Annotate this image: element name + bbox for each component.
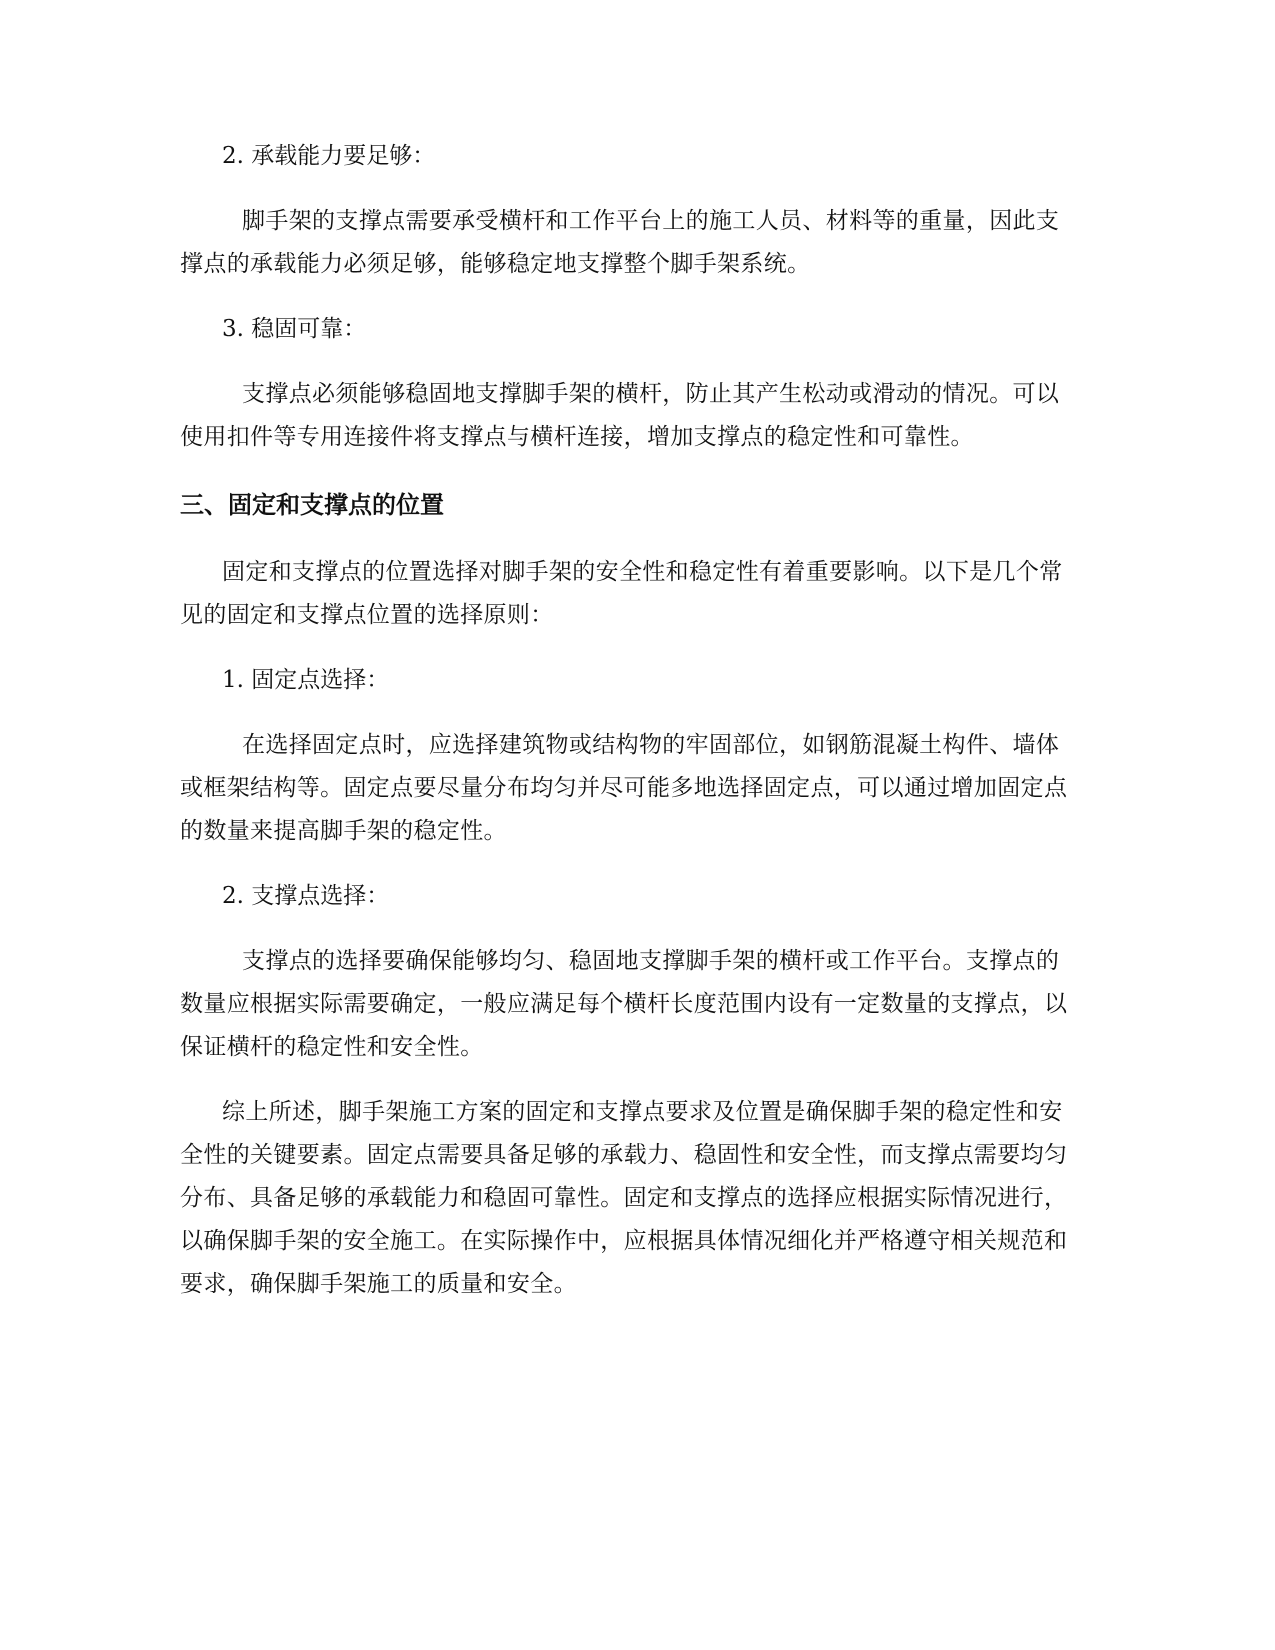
paragraph-stable: 支撑点必须能够稳固地支撑脚手架的横杆，防止其产生松动或滑动的情况。可以使用扣件等专用连接件将支撑点与横杆连接，增加支撑点的稳定性和可靠性。 xyxy=(180,381,1060,450)
list-item-stable: 3. 稳固可靠： xyxy=(222,316,367,342)
list-item-support: 2. 支撑点选择： xyxy=(222,883,390,909)
section-heading: 三、固定和支撑点的位置 xyxy=(180,491,444,519)
list-item-capacity: 2. 承载能力要足够： xyxy=(222,143,436,169)
paragraph-fixed: 在选择固定点时，应选择建筑物或结构物的牢固部位，如钢筋混凝土构件、墙体或框架结构等。固定点要尽量分布均匀并尽可能多地选择固定点，可以通过增加固定点的数量来提高脚手架的稳定性。 xyxy=(180,732,1068,844)
paragraph-intro: 固定和支撑点的位置选择对脚手架的安全性和稳定性有着重要影响。以下是几个常见的固定和支撑点位置的选择原则： xyxy=(180,559,1063,628)
paragraph-capacity: 脚手架的支撑点需要承受横杆和工作平台上的施工人员、材料等的重量，因此支撑点的承载能力必须足够，能够稳定地支撑整个脚手架系统。 xyxy=(180,208,1060,277)
paragraph-summary: 综上所述，脚手架施工方案的固定和支撑点要求及位置是确保脚手架的稳定性和安全性的关键要素。固定点需要具备足够的承载力、稳固性和安全性，而支撑点需要均匀分布、具备足够的承载能力和稳固可靠性。固定和支撑点的选择应根据实际情况进行，以确保脚手架的安全施工。在实际操作中，应根据具体情况细化并严格遵守相关规范和要求，确保脚手架施工的质量和安全。 xyxy=(180,1099,1068,1297)
document-page xyxy=(180,135,1080,1306)
list-item-fixed: 1. 固定点选择： xyxy=(222,667,390,693)
paragraph-support: 支撑点的选择要确保能够均匀、稳固地支撑脚手架的横杆或工作平台。支撑点的数量应根据实际需要确定，一般应满足每个横杆长度范围内设有一定数量的支撑点，以保证横杆的稳定性和安全性。 xyxy=(180,948,1068,1060)
